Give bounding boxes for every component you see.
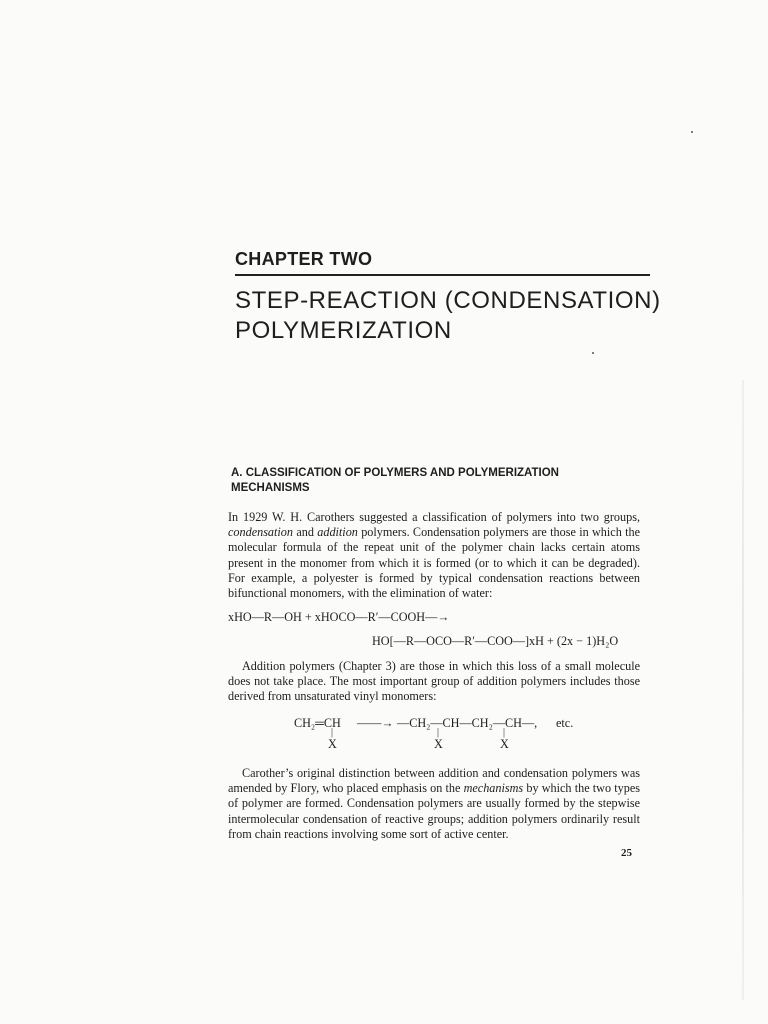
paragraph-text: by which the two types of polymer are formed. Condensation polymers are usually formed by the stepwise intermolecular condensation of reactive groups; addition polymers ordinarily result from chain reactions involving some sort of active center. [228, 781, 640, 841]
substituent-x: X [328, 737, 337, 751]
paragraph-addition-polymers: Addition polymers (Chapter 3) are those in which this loss of a small molecule does not take place. The most important group of addition polymers includes those derived from unsaturated vinyl monomers: [228, 659, 640, 704]
vinyl-polymerization-equation [294, 716, 594, 752]
italic-term: mechanisms [463, 781, 524, 796]
chapter-title [235, 286, 675, 346]
chapter-rule [235, 274, 650, 276]
scan-speck [691, 131, 693, 133]
page-edge-shadow [742, 380, 744, 1000]
polyester-equation-reactants: xHO—R—OH + xHOCO—R′—COOH—→ [228, 610, 450, 624]
paragraph-text: and [293, 525, 318, 540]
reaction-arrow: ——→ [357, 716, 394, 730]
vinyl-monomer: CH₂═CH [294, 716, 341, 730]
scan-speck [592, 352, 594, 354]
polyester-equation-products: HO[—R—OCO—R′—COO—]xH + (2x − 1)H₂O [372, 634, 619, 648]
etc-label: etc. [556, 716, 574, 730]
paragraph-text: Carother’s original distinction between addition and condensation polymers was amended by Flory, who placed emphasis on the [228, 766, 640, 796]
substituent-x: X [500, 737, 509, 751]
section-heading-line2: MECHANISMS [231, 482, 310, 494]
bond-line: | [437, 727, 440, 738]
section-heading [231, 466, 651, 496]
paragraph-text: In 1929 W. H. Carothers suggested a classification of polymers into two groups, [228, 510, 640, 524]
chapter-label: CHAPTER TWO [235, 249, 373, 269]
italic-term: condensation [228, 525, 293, 540]
paragraph-classification [228, 510, 640, 601]
paragraph-flory [228, 766, 640, 842]
page-number: 25 [621, 847, 632, 859]
paragraph-text: polymers. Condensation polymers are those in which the molecular formula of the repeat unit of the polymer chain lacks certain atoms present in the monomer from which it is formed (or to which it can be degraded). For example, a polyester is formed by typical condensation reactions between bifunctional monomers, with the elimination of water: [228, 525, 640, 601]
chapter-title-line1: STEP-REACTION (CONDENSATION) [235, 287, 661, 314]
substituent-x: X [434, 737, 443, 751]
bond-line: | [503, 727, 506, 738]
section-heading-line1: A. CLASSIFICATION OF POLYMERS AND POLYMERIZATION [231, 467, 559, 479]
vinyl-polymer: —CH₂—CH—CH₂—CH—, [397, 716, 538, 730]
chapter-title-line2: POLYMERIZATION [235, 317, 452, 344]
italic-term: addition [317, 525, 358, 540]
bond-line: | [331, 727, 334, 738]
